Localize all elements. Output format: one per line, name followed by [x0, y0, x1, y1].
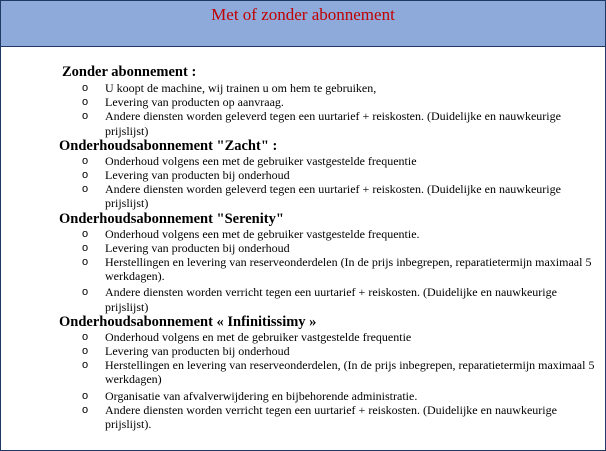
- page-title: Met of zonder abonnement: [211, 5, 395, 24]
- list-item-text: Onderhoud volgens een met de gebruiker vastgestelde frequentie.: [105, 226, 420, 241]
- bullet-icon: o: [82, 227, 89, 240]
- list-item: [59, 168, 599, 182]
- list-item: [59, 330, 599, 344]
- bullet-icon: o: [82, 286, 89, 299]
- bullet-icon: o: [82, 82, 89, 94]
- list-item-text: Andere diensten worden geleverd tegen een uurtarief + reiskosten. (Duidelijke en nauwkeurige prijslijst): [105, 182, 561, 211]
- bullet-icon: o: [82, 256, 89, 269]
- section-title: Onderhoudsabonnement « Infinitissimy »: [59, 313, 317, 330]
- list-item: [59, 182, 599, 210]
- list-item-text: Onderhoud volgens en met de gebruiker vastgestelde frequentie: [105, 329, 412, 344]
- bullet-icon: o: [82, 169, 89, 182]
- list-item: [59, 403, 599, 431]
- document-content: [59, 64, 599, 431]
- list-item: [59, 81, 599, 95]
- list-item: [59, 227, 599, 241]
- list-item-text: Andere diensten worden geleverd tegen een uurtarief + reiskosten. (Duidelijke en nauwkeurige prijslijst): [105, 109, 561, 138]
- section-serenity: [59, 211, 599, 314]
- bullet-icon: o: [82, 241, 89, 254]
- bullet-icon: o: [82, 110, 89, 123]
- header-banner: [1, 1, 605, 47]
- bullet-icon: o: [82, 403, 89, 416]
- list-item-text: Levering van producten op aanvraag.: [105, 95, 284, 110]
- section-title: Onderhoudsabonnement "Serenity": [59, 210, 284, 227]
- bullet-icon: o: [82, 330, 89, 343]
- list-item-text: U koopt de machine, wij trainen u om hem te gebruiken,: [105, 81, 377, 95]
- section-title: Zonder abonnement :: [62, 64, 197, 80]
- item-list: [59, 154, 599, 211]
- list-item-text: Andere diensten worden verricht tegen een uurtarief + reiskosten. (Duidelijke en nauwkeurige prijslijst): [105, 285, 557, 314]
- list-item: [59, 255, 599, 283]
- bullet-icon: o: [82, 183, 89, 196]
- list-item: [59, 358, 599, 386]
- list-item: [59, 109, 599, 137]
- list-item: [59, 154, 599, 168]
- list-item-text: Andere diensten worden verricht tegen een uurtarief + reiskosten. (Duidelijke en nauwkeurige prijslijst).: [105, 402, 557, 432]
- list-item: [59, 95, 599, 109]
- bullet-icon: o: [82, 96, 89, 109]
- list-item: [59, 389, 599, 403]
- section-zacht: [59, 138, 599, 211]
- list-item-text: Levering van producten bij onderhoud: [105, 344, 290, 359]
- section-title: Onderhoudsabonnement "Zacht" :: [59, 137, 278, 154]
- list-item-text: Onderhoud volgens een met de gebruiker vastgestelde frequentie: [105, 153, 417, 168]
- bullet-icon: o: [82, 359, 89, 372]
- item-list: [59, 330, 599, 431]
- list-item-text: Levering van producten bij onderhoud: [105, 240, 290, 255]
- list-item: [59, 241, 599, 255]
- list-item: [59, 344, 599, 358]
- list-item-text: Herstellingen en levering van reserveonderdelen, (In de prijs inbegrepen, reparatietermijn maximaal 5 werkdagen): [105, 358, 595, 387]
- list-item-text: Organisatie van afvalverwijdering en bijbehorende administratie.: [105, 388, 418, 403]
- list-item: [59, 285, 599, 313]
- item-list: [59, 81, 599, 138]
- section-zonder-abonnement: [59, 64, 599, 138]
- list-item-text: Herstellingen en levering van reserveonderdelen (In de prijs inbegrepen, reparatietermijn maximaal 5 werkdagen).: [105, 255, 592, 284]
- section-infinitissimy: [59, 314, 599, 431]
- bullet-icon: o: [82, 389, 89, 402]
- list-item-text: Levering van producten bij onderhoud: [105, 168, 290, 183]
- bullet-icon: o: [82, 154, 89, 167]
- bullet-icon: o: [82, 345, 89, 358]
- item-list: [59, 227, 599, 314]
